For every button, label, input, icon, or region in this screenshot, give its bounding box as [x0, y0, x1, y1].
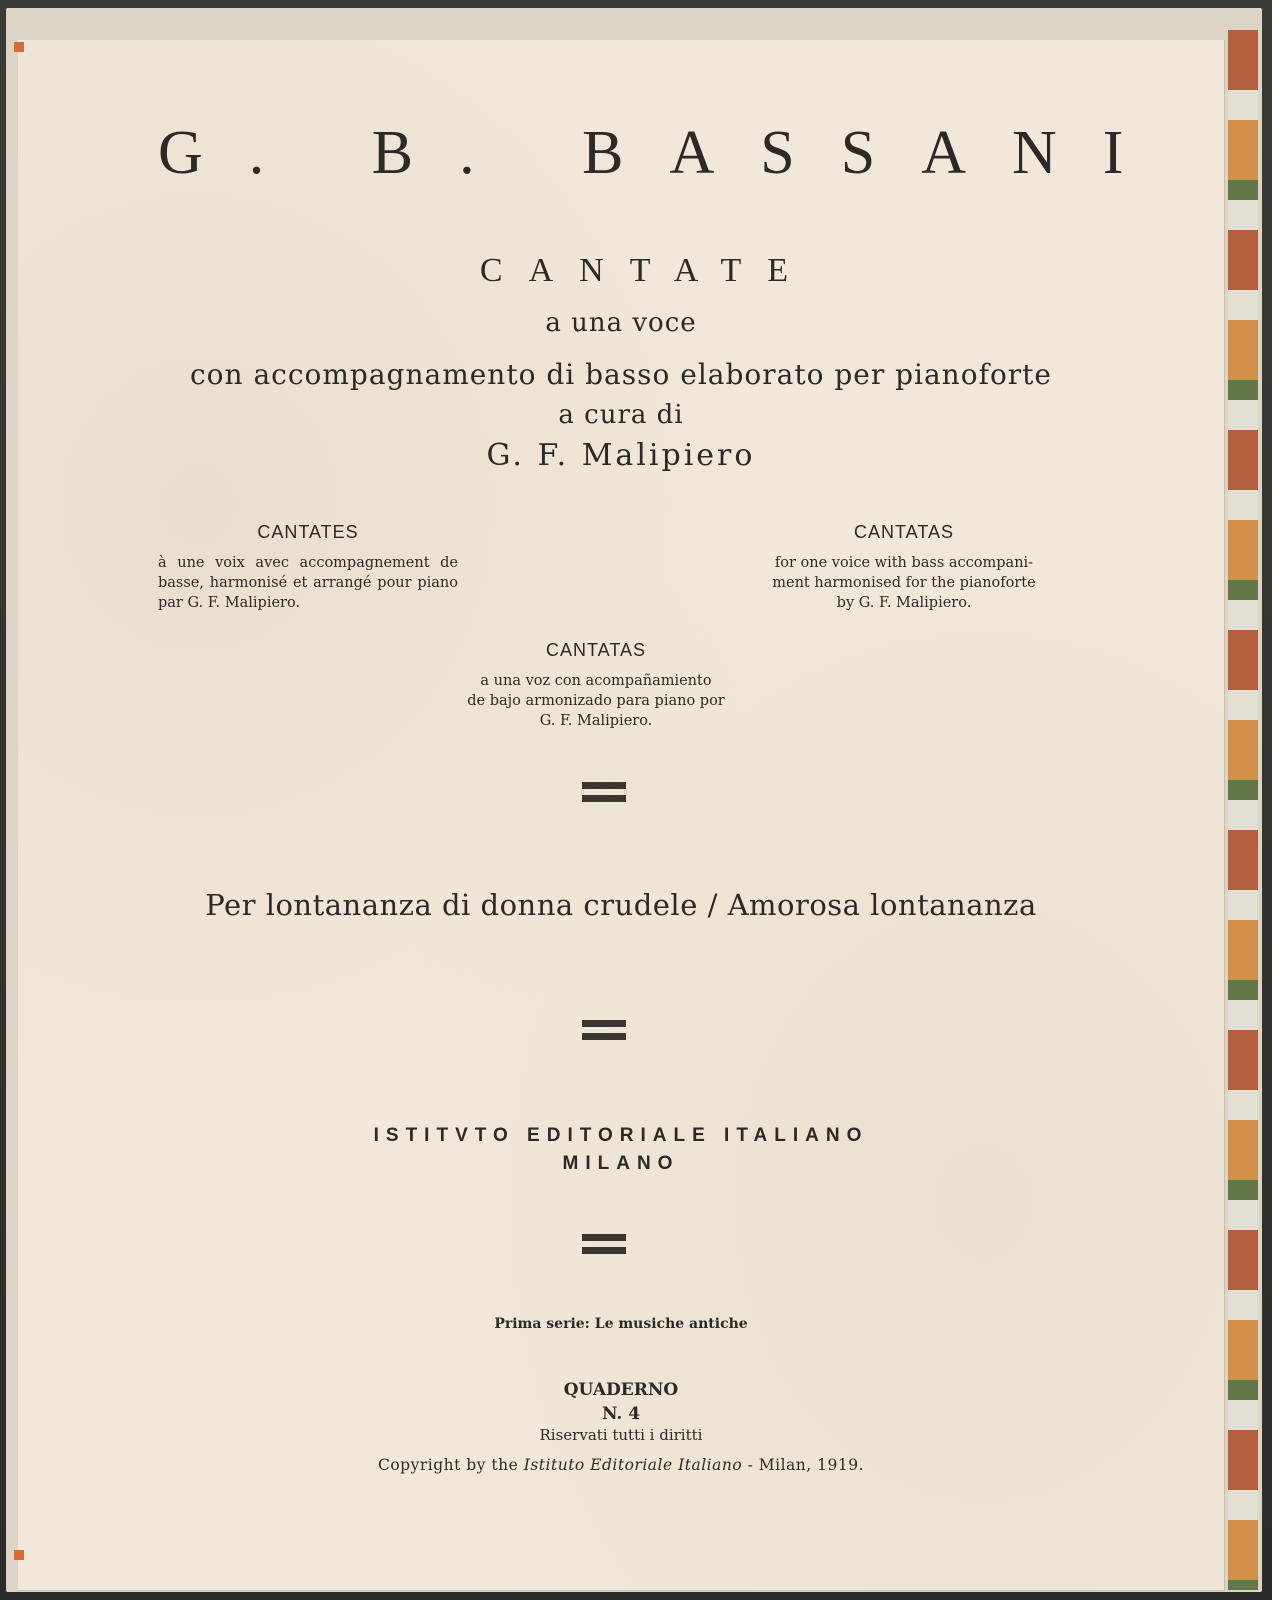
- double-rule-divider: [582, 782, 626, 804]
- double-rule-divider: [582, 1020, 626, 1042]
- french-text: à une voix avec accompagnement de basse, harmonisé et arrangé pour piano par G. F. Malipiero.: [158, 555, 458, 611]
- copyright-notice: [18, 1456, 1224, 1474]
- spanish-text-line: de bajo armonizado para piano por: [467, 693, 725, 709]
- publisher-city: MILANO: [562, 1153, 680, 1174]
- quaderno-label: QUADERNO: [563, 1380, 679, 1400]
- quaderno-number: N. 4: [601, 1404, 641, 1424]
- subtitle-line: a una voce: [545, 308, 697, 338]
- copyright-suffix: - Milan, 1919.: [747, 1456, 865, 1474]
- editor-name: G. F. Malipiero: [486, 438, 756, 473]
- title-page: [18, 40, 1224, 1590]
- copyright-publisher: Istituto Editoriale Italiano: [523, 1456, 743, 1474]
- spanish-text-line: a una voz con acompañamiento: [480, 673, 712, 689]
- english-text-line: ment harmonised for the pianoforte: [772, 575, 1036, 591]
- publisher-block: [18, 1122, 1224, 1178]
- english-text-line: by G. F. Malipiero.: [836, 595, 972, 611]
- quaderno-block: [18, 1378, 1224, 1426]
- french-heading: CANTATES: [257, 522, 359, 542]
- spanish-heading: CANTATAS: [545, 640, 646, 660]
- english-text-line: for one voice with bass accompani-: [774, 555, 1034, 571]
- spanish-translation: [446, 640, 746, 731]
- corner-mark: [14, 42, 24, 52]
- double-rule-divider: [582, 1234, 626, 1256]
- french-translation: [158, 522, 458, 613]
- series-label: Prima serie: Le musiche antiche: [494, 1316, 748, 1332]
- work-title: CANTATE: [479, 252, 815, 289]
- works-list: Per lontananza di donna crudele / Amorosa lontananza: [205, 888, 1037, 922]
- copyright-prefix: Copyright by the: [377, 1456, 519, 1474]
- subtitle-line: con accompagnamento di basso elaborato per pianoforte: [189, 358, 1053, 391]
- english-heading: CANTATAS: [853, 522, 954, 542]
- publisher-name: ISTITVTO EDITORIALE ITALIANO: [373, 1125, 869, 1146]
- english-translation: [754, 522, 1054, 613]
- spanish-text-line: G. F. Malipiero.: [539, 713, 653, 729]
- rights-notice: Riservati tutti i diritti: [539, 1426, 703, 1444]
- corner-mark: [14, 1550, 24, 1560]
- subtitle-line: a cura di: [558, 400, 684, 430]
- author-name: G. B. BASSANI: [158, 119, 1170, 187]
